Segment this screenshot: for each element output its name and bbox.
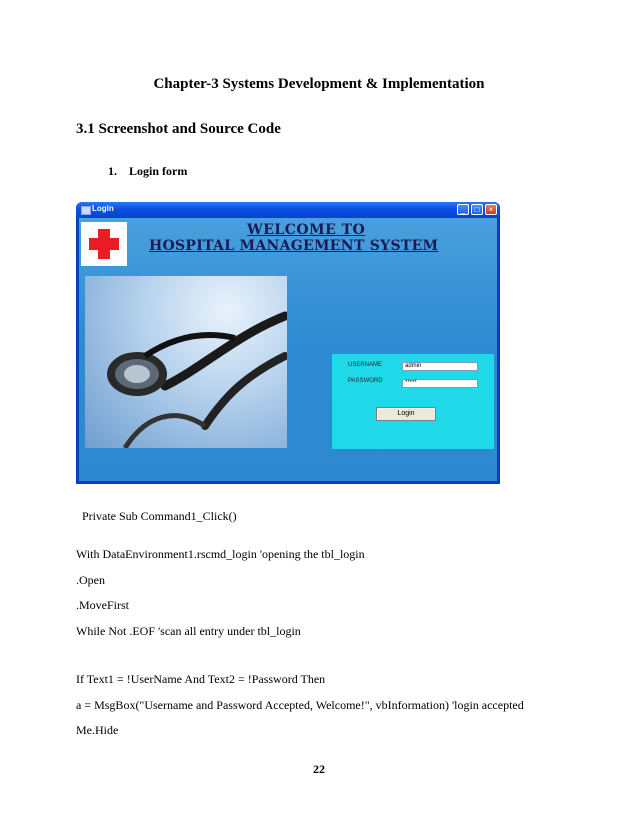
welcome-heading: WELCOME TO [247, 222, 366, 238]
window-title: Login [92, 204, 114, 213]
close-icon[interactable]: × [485, 204, 497, 215]
username-input[interactable]: admin [402, 362, 478, 371]
username-label: USERNAME [348, 362, 383, 368]
password-input[interactable]: ***** [402, 379, 478, 388]
list-item-number: 1. [108, 164, 117, 178]
section-title: 3.1 Screenshot and Source Code [76, 121, 281, 137]
login-window-screenshot [76, 202, 500, 484]
window-app-icon [81, 206, 91, 215]
window-client-area [79, 218, 497, 481]
login-button[interactable]: Login [376, 407, 436, 421]
minimize-icon[interactable]: _ [457, 204, 469, 215]
code-line: .MoveFirst [76, 598, 130, 612]
login-panel [332, 354, 494, 449]
code-line: Private Sub Command1_Click() [82, 509, 237, 523]
code-line: If Text1 = !UserName And Text2 = !Password Then [76, 672, 326, 686]
list-item [108, 164, 187, 179]
password-label: PASSWORD [348, 378, 383, 384]
chapter-title: Chapter-3 Systems Development & Implementation [153, 76, 485, 92]
page-number: 22 [313, 762, 325, 776]
code-line: While Not .EOF 'scan all entry under tbl_login [76, 624, 301, 638]
stethoscope-image [85, 276, 287, 448]
maximize-icon[interactable]: □ [471, 204, 483, 215]
window-titlebar [76, 202, 500, 218]
code-line: a = MsgBox("Username and Password Accepted, Welcome!", vbInformation) 'login accepted [76, 698, 524, 712]
red-cross-icon [81, 222, 127, 266]
code-line: .Open [76, 573, 105, 587]
list-item-label: Login form [129, 164, 188, 178]
code-line: With DataEnvironment1.rscmd_login 'opening the tbl_login [76, 547, 365, 561]
system-name-heading: HOSPITAL MANAGEMENT SYSTEM [149, 238, 439, 254]
code-line: Me.Hide [76, 723, 119, 737]
